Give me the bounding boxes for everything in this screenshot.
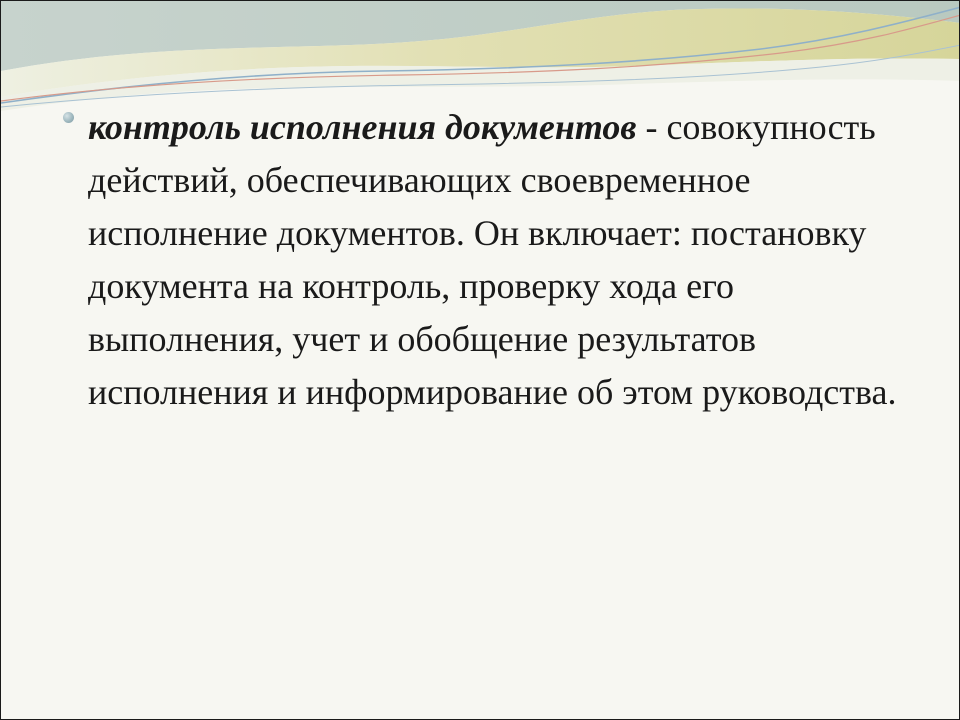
- defined-term: контроль исполнения документов: [88, 107, 637, 147]
- definition-paragraph: [88, 101, 908, 419]
- definition-text: совокупность действий, обеспечивающих своевременное исполнение документов. Он включает: постановку документа на контроль, проверку хода его выполнения, учет и обобщение результатов исполнения и информирование об этом руководства.: [88, 107, 897, 412]
- term-separator: -: [636, 107, 667, 147]
- bullet-icon: [63, 112, 74, 123]
